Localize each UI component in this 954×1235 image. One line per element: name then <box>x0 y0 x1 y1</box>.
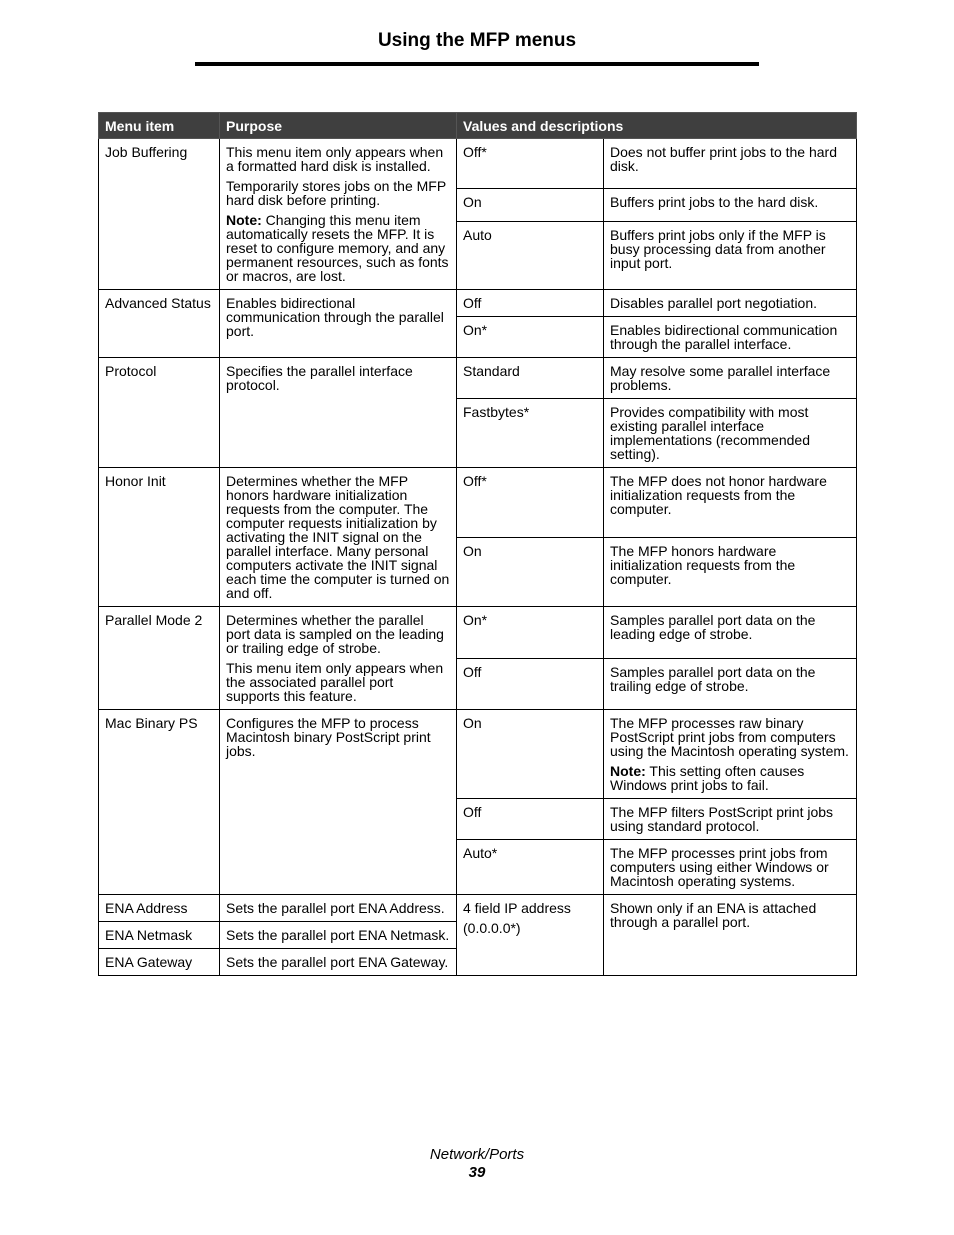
value-cell: Standard <box>457 358 604 399</box>
menu-item-cell: Job Buffering <box>99 139 220 290</box>
menu-item-cell: Mac Binary PS <box>99 710 220 895</box>
description-cell: May resolve some parallel interface problems. <box>604 358 857 399</box>
description-cell: Samples parallel port data on the trailing edge of strobe. <box>604 658 857 710</box>
column-header-purpose: Purpose <box>220 113 457 139</box>
note-label: Note: <box>610 763 646 779</box>
value-cell: Auto <box>457 222 604 290</box>
menu-item-cell: Protocol <box>99 358 220 468</box>
table-header-row <box>99 113 857 139</box>
description-text: The MFP processes raw binary PostScript print jobs from computers using the Macintosh operating system. <box>610 715 849 759</box>
description-cell: Buffers print jobs to the hard disk. <box>604 189 857 222</box>
value-cell: On* <box>457 317 604 358</box>
value-cell: Auto* <box>457 840 604 895</box>
menu-item-cell: Advanced Status <box>99 290 220 358</box>
purpose-cell: Enables bidirectional communication through the parallel port. <box>220 290 457 358</box>
value-cell: On <box>457 710 604 799</box>
description-cell: The MFP honors hardware initialization requests from the computer. <box>604 537 857 607</box>
purpose-text: This menu item only appears when the associated parallel port supports this feature. <box>226 660 444 704</box>
table-row <box>99 895 857 922</box>
value-text: 4 field IP address <box>463 900 571 916</box>
table-row <box>99 468 857 538</box>
purpose-text: Temporarily stores jobs on the MFP hard disk before printing. <box>226 178 446 208</box>
value-cell: On <box>457 537 604 607</box>
purpose-cell: Sets the parallel port ENA Gateway. <box>220 949 457 976</box>
description-cell: Shown only if an ENA is attached through a parallel port. <box>604 895 857 976</box>
purpose-text: Determines whether the parallel port data is sampled on the leading or trailing edge of strobe. <box>226 612 444 656</box>
page-footer <box>0 1146 954 1182</box>
value-cell: Off <box>457 290 604 317</box>
purpose-cell: Sets the parallel port ENA Netmask. <box>220 922 457 949</box>
value-cell <box>457 895 604 976</box>
value-cell: On <box>457 189 604 222</box>
purpose-cell: Determines whether the MFP honors hardware initialization requests from the computer. The computer requests initialization by activating the INIT signal on the parallel interface. Many personal computers activate the INIT signal each time the computer is turned on and off. <box>220 468 457 607</box>
purpose-cell: Sets the parallel port ENA Address. <box>220 895 457 922</box>
purpose-cell: Configures the MFP to process Macintosh binary PostScript print jobs. <box>220 710 457 895</box>
menu-item-cell: ENA Gateway <box>99 949 220 976</box>
note-label: Note: <box>226 212 262 228</box>
value-cell: Off* <box>457 468 604 538</box>
description-cell: Samples parallel port data on the leading edge of strobe. <box>604 607 857 659</box>
value-cell: Fastbytes* <box>457 399 604 468</box>
page-title: Using the MFP menus <box>377 30 577 51</box>
page-number: 39 <box>468 1164 486 1181</box>
description-cell: The MFP does not honor hardware initialization requests from the computer. <box>604 468 857 538</box>
value-cell: Off* <box>457 139 604 189</box>
menu-item-cell: ENA Netmask <box>99 922 220 949</box>
table-row <box>99 139 857 189</box>
column-header-values: Values and descriptions <box>457 113 857 139</box>
title-rule <box>195 62 759 66</box>
description-cell: The MFP processes print jobs from computers using either Windows or Macintosh operating systems. <box>604 840 857 895</box>
note-paragraph <box>226 213 450 283</box>
table-row <box>99 358 857 399</box>
table-row <box>99 607 857 659</box>
note-text: This setting often causes Windows print jobs to fail. <box>610 763 805 793</box>
purpose-cell: Specifies the parallel interface protocol. <box>220 358 457 468</box>
menu-item-cell: ENA Address <box>99 895 220 922</box>
menu-table <box>98 112 857 976</box>
menu-item-cell: Honor Init <box>99 468 220 607</box>
value-text: (0.0.0.0*) <box>463 920 521 936</box>
purpose-cell <box>220 139 457 290</box>
purpose-cell <box>220 607 457 710</box>
note-paragraph <box>610 764 850 792</box>
description-cell: Enables bidirectional communication through the parallel interface. <box>604 317 857 358</box>
table-row <box>99 710 857 799</box>
description-cell: Disables parallel port negotiation. <box>604 290 857 317</box>
value-cell: Off <box>457 799 604 840</box>
note-text: Changing this menu item automatically resets the MFP. It is reset to configure memory, and any permanent resources, such as fonts or macros, are lost. <box>226 212 449 284</box>
value-cell: On* <box>457 607 604 659</box>
description-cell <box>604 710 857 799</box>
column-header-menu-item: Menu item <box>99 113 220 139</box>
table-row <box>99 290 857 317</box>
footer-section-name: Network/Ports <box>429 1146 525 1163</box>
value-cell: Off <box>457 658 604 710</box>
description-cell: Provides compatibility with most existing parallel interface implementations (recommended setting). <box>604 399 857 468</box>
description-cell: The MFP filters PostScript print jobs using standard protocol. <box>604 799 857 840</box>
menu-item-cell: Parallel Mode 2 <box>99 607 220 710</box>
description-cell: Buffers print jobs only if the MFP is busy processing data from another input port. <box>604 222 857 290</box>
purpose-text: This menu item only appears when a formatted hard disk is installed. <box>226 144 444 174</box>
description-cell: Does not buffer print jobs to the hard disk. <box>604 139 857 189</box>
